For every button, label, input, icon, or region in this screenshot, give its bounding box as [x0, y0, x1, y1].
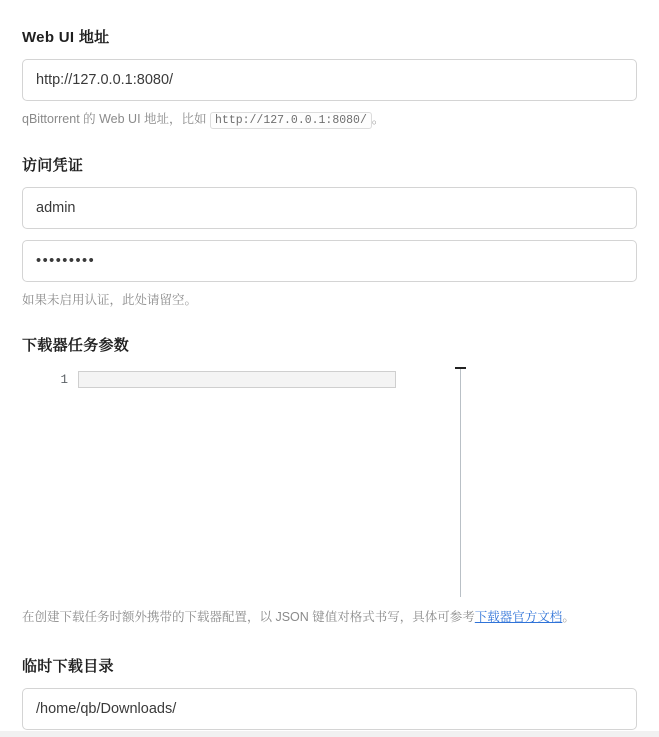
temp-dir-input[interactable]	[22, 688, 637, 730]
section-temp-dir	[22, 655, 637, 730]
webui-address-label: Web UI 地址	[22, 29, 110, 46]
webui-address-input[interactable]	[22, 59, 637, 101]
webui-help-suffix: 。	[371, 112, 385, 126]
webui-help-code: http://127.0.0.1:8080/	[210, 112, 372, 129]
section-credentials	[22, 154, 637, 310]
password-input[interactable]	[22, 240, 637, 282]
username-input[interactable]	[22, 187, 637, 229]
task-params-help-suffix: 。	[562, 610, 575, 625]
editor-guide-line	[460, 369, 461, 597]
credentials-help: 如果未启用认证，此处请留空。	[22, 293, 198, 308]
task-params-editor[interactable]	[22, 367, 637, 599]
editor-gutter	[22, 367, 78, 599]
task-params-help-prefix: 在创建下载任务时额外携带的下载器配置，以 JSON 键值对格式书写，具体可参考	[22, 610, 475, 625]
task-params-editor-wrap[interactable]	[22, 367, 637, 599]
downloader-doc-link[interactable]: 下载器官方文档	[474, 610, 563, 625]
section-task-params	[22, 334, 637, 627]
task-params-label: 下载器任务参数	[22, 337, 130, 355]
webui-address-help	[22, 109, 637, 130]
credentials-label: 访问凭证	[22, 157, 84, 175]
task-params-help	[22, 607, 637, 627]
code-line-1[interactable]	[78, 371, 396, 388]
temp-dir-label: 临时下载目录	[22, 658, 114, 676]
line-number: 1	[60, 373, 68, 388]
webui-help-prefix: qBittorrent 的 Web UI 地址，比如	[22, 112, 211, 126]
section-webui-address	[22, 26, 637, 130]
editor-code-area[interactable]	[78, 367, 637, 599]
bottom-scroll-strip[interactable]	[0, 731, 659, 737]
